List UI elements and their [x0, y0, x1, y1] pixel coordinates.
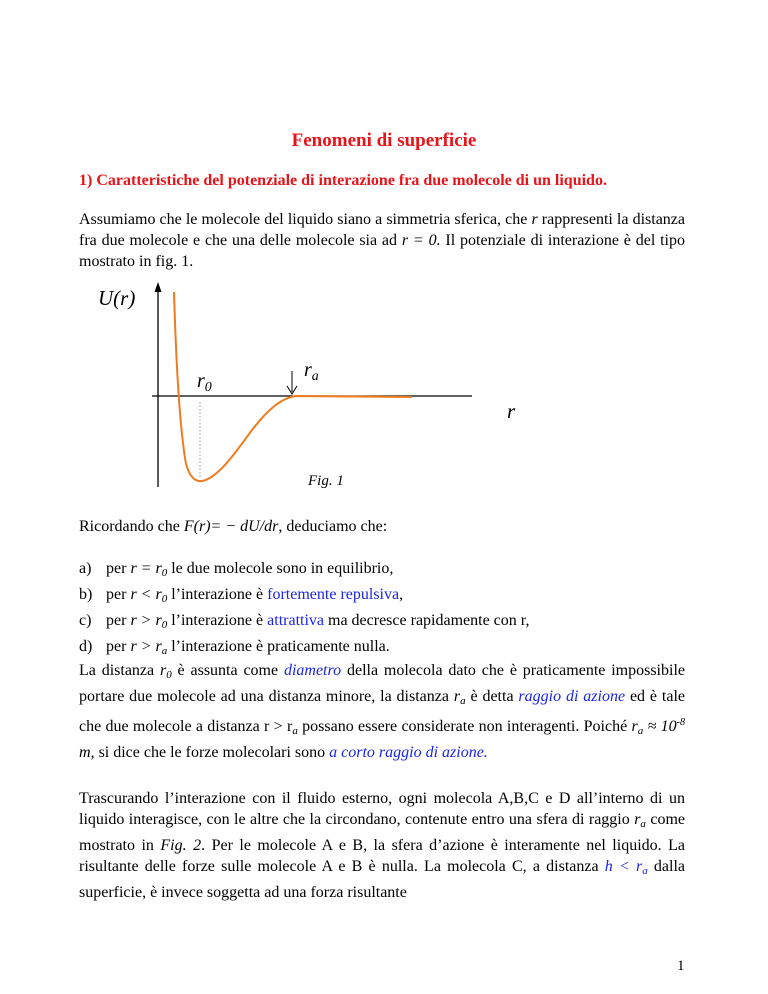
y-axis-arrow [155, 282, 162, 292]
page-number: 1 [677, 958, 685, 974]
ra-label: $r_a$ [304, 359, 319, 384]
x-axis-label: r [507, 399, 516, 423]
paragraph-1: Assumiamo che le molecole del liquido siano a simmetria sferica, che r rappresenti la distanza fra due molecole e che una delle molecole sia ad r = 0. Il potenziale di interazione è del tipo mostrato in fig. 1. [79, 211, 685, 270]
figure-caption: Fig. 1 [308, 473, 344, 489]
intro-line: Ricordando che F(r)= − dU/dr, deduciamo che: [79, 518, 388, 535]
r0-label: $r_0$ [197, 370, 212, 395]
paragraph-3: Trascurando l’interazione con il fluido esterno, ogni molecola A,B,C e D all’interno di un liquido interagisce, con le altre che la circondano, contenute entro una sfera di raggio $r_a$ come mostrato in Fig. 2. Per le molecole A e B, la sfera d’azione è interamente nel liquido. La risultante delle forze sulle molecole A e B è nulla. La molecola C, a distanza $h < r_a$ dalla superficie, è invece soggetta ad una forza risultante [79, 790, 686, 901]
list-item: c) per $r > r_0$ l’interazione è attrattiva ma decresce rapidamente con r, [79, 612, 530, 631]
list-item: b) per $r < r_0$ l’interazione è fortemente repulsiva, [79, 586, 404, 605]
y-axis-label: U(r) [98, 286, 136, 310]
conditions-list [79, 558, 529, 662]
paragraph-2: La distanza $r_0$ è assunta come diametro della molecola dato che è praticamente impossibile portare due molecole ad una distanza minore, la distanza $r_a$ è detta raggio di azione ed è tale che due molecole a distanza $r > r_a$ possano essere considerate non interagenti. Poiché $r_a \approx 10^{-8}$ m, si dice che le forze molecolari sono a corto raggio di azione. [79, 662, 686, 761]
document-title: Fenomeni di superficie [291, 130, 477, 151]
list-item: d) per $r > r_a$ l’interazione è praticamente nulla. [79, 638, 390, 657]
section-heading: 1) Caratteristiche del potenziale di interazione fra due molecole di un liquido. [79, 172, 607, 189]
list-item: a) per $r = r_0$ le due molecole sono in equilibrio, [79, 560, 394, 579]
